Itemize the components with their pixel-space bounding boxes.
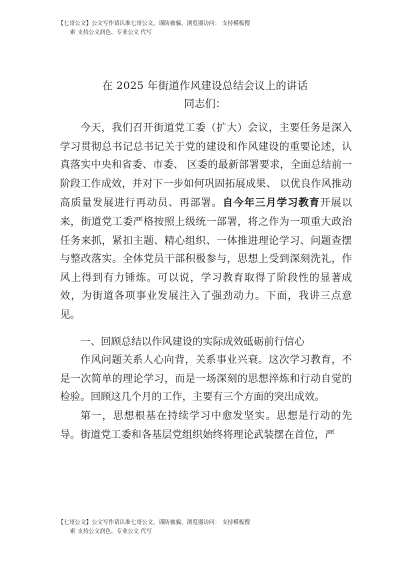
watermark-line: 【七哥公文】公文写作请认准七哥公文，谨防被骗，浏览器访问： 支持模板搜 <box>58 520 250 526</box>
greeting: 同志们： <box>184 98 226 110</box>
paragraph: 第一，思想根基在持续学习中愈发坚实。思想是行动的先导。街道党工委和各基层党组织始终将理论武装摆在首位，严 <box>60 410 352 441</box>
watermark-line: 【七哥公文】公文写作请认准七哥公文，谨防被骗，浏览器访问： 支持模板搜 <box>58 21 250 27</box>
section-heading: 一、回顾总结以作风建设的实际成效砥砺前行信心 <box>80 336 305 348</box>
document-body <box>60 120 352 445</box>
paragraph-text: 今天，我们召开街道党工委（扩大）会议，主要任务是深入学习贯彻总书记总书记关于党的建设和作风建设的重要论述，认真落实中央和省委、市委、 区委的最新部署要求，全面总结前一阶段工作成效，并对下一步如何巩固拓展成果、 以优良作风推动高质量发展进行再动员、再部署。 <box>60 123 352 210</box>
document-title: 在 2025 年街道作风建设总结会议上的讲话 <box>102 80 308 92</box>
bold-phrase: 自今年三月学习教育 <box>222 197 321 210</box>
bottom-watermark-banner <box>58 519 358 537</box>
paragraph-text: 开展以来，街道党工委严格按照上级统一部署，将之作为一项重大政治任务来抓，紧扣主题、精心组织、一体推进理论学习、问题查摆与整改落实。全体党员干部积极参与，思想上受到深刻洗礼，作风上得到有力锤炼。可以说，学习教育取得了阶段性的显著成效，为街道各项事业发展注入了强劲动力。下面，我讲三点意见。 <box>60 198 353 321</box>
paragraph-intro <box>60 120 352 326</box>
top-watermark-banner <box>58 20 358 38</box>
watermark-line: 索 支持公文润色、专业公文 代写 <box>70 30 152 36</box>
paragraph: 作风问题关系人心向背，关系事业兴衰。这次学习教育，不是一次简单的理论学习，而是一场深刻的思想淬炼和行动自觉的检验。回顾这几个月的工作，主要有三个方面的突出成效。 <box>60 355 352 404</box>
watermark-line: 索 支持公文润色、专业公文 代写 <box>70 529 152 535</box>
